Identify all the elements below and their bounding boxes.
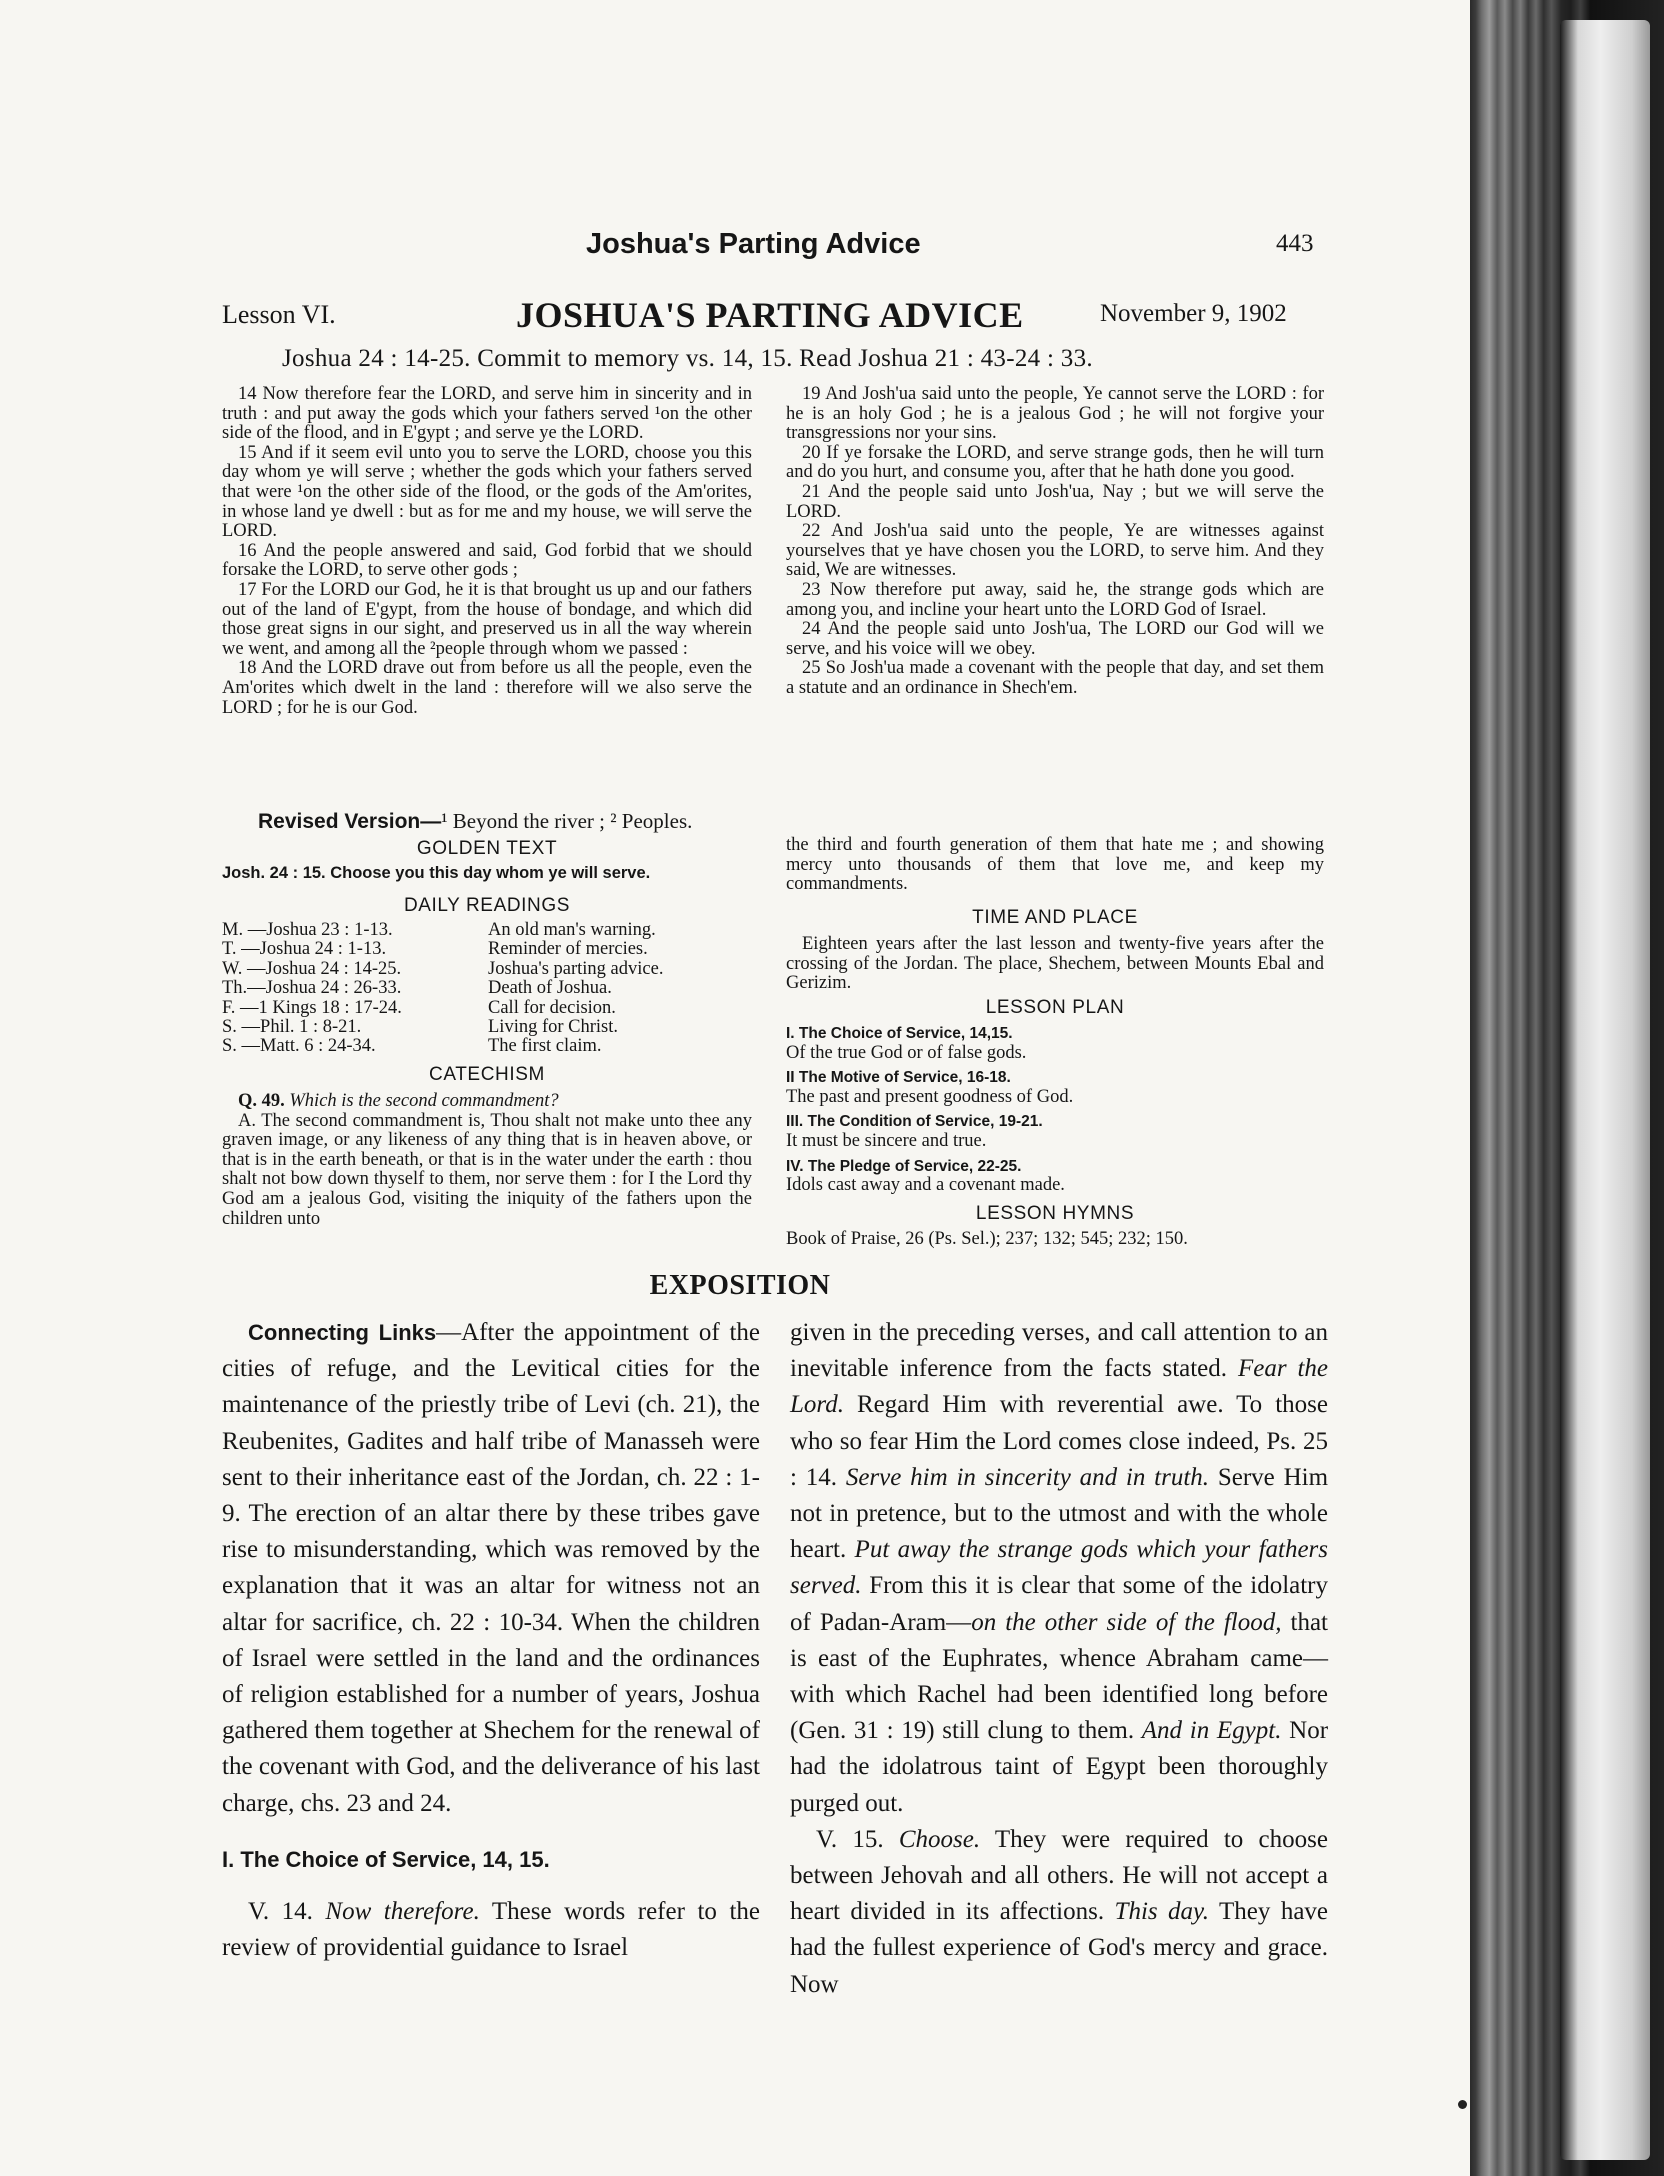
table-row — [222, 940, 752, 959]
reading-desc: Living for Christ. — [488, 1017, 619, 1038]
reading-ref: T. —Joshua 24 : 1-13. — [222, 939, 387, 960]
question-number: Q. 49. — [238, 1091, 285, 1111]
catechism-text — [222, 1092, 752, 1229]
revised-version-text: ¹ Beyond the river ; ² Peoples. — [441, 809, 693, 833]
reading-desc: An old man's warning. — [488, 920, 656, 940]
golden-text-heading: GOLDEN TEXT — [416, 838, 558, 859]
list-item — [786, 1112, 1324, 1151]
lesson-label: Lesson VI. — [222, 300, 336, 329]
verse: 24 And the people said unto Josh'ua, The LORD our God will we serve, and his voice will we obey. — [786, 619, 1324, 659]
running-head: Joshua's Parting Advice — [586, 228, 921, 260]
verse: 23 Now therefore put away, said he, the strange gods which are among you, and incline your heart unto the LORD God of Israel. — [786, 579, 1324, 620]
daily-readings-table — [222, 921, 752, 1057]
catechism-heading: CATECHISM — [429, 1064, 545, 1085]
revised-version-note — [258, 809, 692, 834]
verse-ref: V. 15. — [816, 1825, 884, 1853]
reading-ref: W. —Joshua 24 : 14-25. — [222, 958, 402, 979]
verse-ref: V. 14. — [248, 1898, 313, 1926]
exposition-left-column — [222, 1315, 760, 1966]
reading-desc: Joshua's parting advice. — [488, 958, 664, 979]
verse: 16 And the people answered and said, God forbid that we should forsake the LORD, to serve other gods ; — [222, 540, 752, 581]
plan-title: IV. The Pledge of Service, 22-25. — [786, 1157, 1022, 1175]
scripture-right-column — [786, 385, 1324, 699]
lesson-hymns-heading: LESSON HYMNS — [975, 1203, 1135, 1224]
list-item — [786, 1024, 1324, 1063]
commentary: given in the preceding verses, and call attention to an inevitable inference from the facts stated. — [790, 1319, 1328, 1383]
plan-desc: Idols cast away and a covenant made. — [786, 1175, 1065, 1196]
reading-ref: S. —Matt. 6 : 24-34. — [222, 1036, 376, 1057]
verse: 21 And the people said unto Josh'ua, Nay ; but we will serve the LORD. — [786, 481, 1324, 522]
answer: A. The second commandment is, Thou shalt not make unto thee any graven image, or any likeness of any thing that is in heaven above, or that is in the earth beneath, or that is in the water under the earth : thou shalt not bow down thyself to them, nor serve them : for I the Lord thy God am a jealous God, visiting the iniquity of the fathers upon the children unto — [222, 1110, 752, 1229]
time-place-text — [786, 935, 1324, 994]
list-item — [786, 1068, 1324, 1107]
connecting-links-label: Connecting Links — [248, 1320, 437, 1345]
plan-desc: Of the true God or of false gods. — [786, 1042, 1027, 1063]
verse: 14 Now therefore fear the LORD, and serve him in sincerity and in truth : and put away the gods which your fathers served ¹on the other side of the flood, and in E'gypt ; and serve ye the LORD. — [222, 384, 752, 444]
reading-desc: Reminder of mercies. — [488, 939, 648, 960]
commentary: These words refer to the review of providential guidance to Israel — [222, 1898, 760, 1962]
verse-quote: Now therefore. — [325, 1898, 480, 1926]
verse-quote: This day. — [1114, 1898, 1210, 1926]
connecting-links-text: —After the appointment of the cities of refuge, and the Levitical cities for the maintenance of the priestly tribe of Levi (ch. 21), the Reubenites, Gadites and half tribe of Manasseh were sent to their inheritance east of the Jordan, ch. 22 : 1-9. The erection of an altar there by these tribes gave rise to misunderstanding, which was removed by the explanation that it was an altar for witness not an altar for sacrifice, ch. 22 : 10-34. When the children of Israel were settled in the land and the ordinances of religion established for a number of years, Joshua gathered them together at Shechem for the renewal of the covenant with God, and the deliverance of his last charge, chs. 23 and 24. — [222, 1319, 760, 1817]
commentary: that is east of the Euphrates, whence Abraham came—with which Rachel had been identified long before (Gen. 31 : 19) still clung to them. — [790, 1608, 1328, 1745]
verse: 25 So Josh'ua made a covenant with the people that day, and set them a statute and an ordinance in Shech'em. — [786, 658, 1324, 698]
commentary: Serve Him not in pretence, but to the utmost and with the whole heart. — [790, 1463, 1329, 1564]
catechism-continued: the third and fourth generation of them that hate me ; and showing mercy unto thousands of them that love me, and keep my commandments. — [786, 835, 1324, 895]
time-place-paragraph: Eighteen years after the last lesson and twenty-five years after the crossing of the Jordan. The place, Shechem, between Mounts Ebal and Gerizim. — [786, 934, 1324, 994]
verse-quote: Put away the strange gods which your fathers served. — [790, 1536, 1329, 1600]
lesson-plan-list — [786, 1024, 1324, 1201]
page-number: 443 — [1276, 230, 1314, 257]
reading-ref: Th.—Joshua 24 : 26-33. — [222, 978, 402, 999]
verse: 18 And the LORD drave out from before us all the people, even the Am'orites which dwelt in the land : therefore will we also serve the LORD ; for he is our God. — [222, 658, 752, 718]
reading-desc: Call for decision. — [488, 997, 616, 1018]
table-row — [222, 999, 752, 1018]
plan-desc: The past and present goodness of God. — [786, 1086, 1074, 1107]
verse: 15 And if it seem evil unto you to serve the LORD, choose you this day whom ye will serve ; whether the gods which your fathers served that were ¹on the other side of the flood, or the gods of the Am'orites, in whose land ye dwell : but as for me and my house, we will serve the LORD. — [222, 442, 752, 542]
verse-quote: on the other side of the flood, — [971, 1608, 1282, 1636]
table-row — [222, 1037, 752, 1056]
verse-quote: Fear the Lord. — [790, 1355, 1329, 1419]
verse-quote: And in Egypt. — [1141, 1717, 1282, 1745]
scripture-reference: Joshua 24 : 14-25. Commit to memory vs. 14, 15. Read Joshua 21 : 43-24 : 33. — [282, 345, 1093, 372]
plan-title: III. The Condition of Service, 19-21. — [786, 1113, 1043, 1131]
exposition-right-column — [790, 1315, 1328, 2003]
table-row — [222, 960, 752, 979]
verse-quote: Choose. — [898, 1825, 981, 1853]
verse: 17 For the LORD our God, he it is that brought us up and our fathers out of the land of E'gypt, from the house of bondage, and which did those great signs in our sight, and preserved us in all the way wherein we went, and among all the ²people through whom we passed : — [222, 579, 752, 659]
verse: 19 And Josh'ua said unto the people, Ye cannot serve the LORD : for he is an holy God ; he is a jealous God ; he will not forgive your transgressions nor your sins. — [786, 384, 1324, 444]
table-row — [222, 1018, 752, 1037]
plan-title: II The Motive of Service, 16-18. — [786, 1069, 1011, 1087]
golden-text: Josh. 24 : 15. Choose you this day whom ye will serve. — [222, 864, 651, 882]
reading-desc: The first claim. — [488, 1036, 602, 1057]
verse: 20 If ye forsake the LORD, and serve strange gods, then he will turn and do you hurt, and consume you, after that he hath done you good. — [786, 442, 1324, 483]
lesson-date: November 9, 1902 — [1100, 300, 1287, 327]
reading-desc: Death of Joshua. — [488, 978, 612, 999]
revised-version-label: Revised Version— — [258, 810, 442, 833]
ink-dot — [1458, 2100, 1467, 2109]
question: Which is the second commandment? — [289, 1091, 559, 1111]
scripture-left-column — [222, 385, 752, 718]
commentary: From this it is clear that some of the idolatry of Padan-Aram— — [790, 1572, 1329, 1636]
table-row — [222, 979, 752, 998]
page-edges — [1560, 20, 1650, 2160]
reading-ref: F. —1 Kings 18 : 17-24. — [222, 997, 402, 1018]
commentary: Nor had the idolatrous taint of Egypt been thoroughly purged out. — [790, 1717, 1329, 1817]
plan-desc: It must be sincere and true. — [786, 1130, 987, 1151]
daily-readings-heading: DAILY READINGS — [403, 895, 571, 916]
time-place-heading: TIME AND PLACE — [972, 907, 1138, 928]
verse: 22 And Josh'ua said unto the people, Ye are witnesses against yourselves that ye have chosen you the LORD, to serve him. And they said, We are witnesses. — [786, 521, 1324, 581]
plan-title: I. The Choice of Service, 14,15. — [786, 1025, 1013, 1042]
exposition-heading: EXPOSITION — [649, 1270, 831, 1301]
commentary: They were required to choose between Jehovah and all others. He will not accept a heart divided in its affections. — [790, 1825, 1328, 1926]
verse-quote: Serve him in sincerity and in truth. — [845, 1463, 1210, 1491]
table-row — [222, 921, 752, 940]
section-heading: I. The Choice of Service, 14, 15. — [222, 1846, 550, 1872]
list-item — [786, 1157, 1324, 1196]
lesson-title: JOSHUA'S PARTING ADVICE — [516, 295, 1024, 335]
commentary: Regard Him with reverential awe. To those who so fear Him the Lord comes close indeed, Ps. 25 : 14. — [790, 1391, 1328, 1491]
reading-ref: M. —Joshua 23 : 1-13. — [222, 920, 393, 940]
lesson-hymns-text: Book of Praise, 26 (Ps. Sel.); 237; 132; 545; 232; 150. — [786, 1229, 1188, 1249]
commentary: They have had the fullest experience of God's mercy and grace. Now — [790, 1898, 1329, 1998]
reading-ref: S. —Phil. 1 : 8-21. — [222, 1017, 362, 1038]
lesson-plan-heading: LESSON PLAN — [985, 997, 1125, 1018]
